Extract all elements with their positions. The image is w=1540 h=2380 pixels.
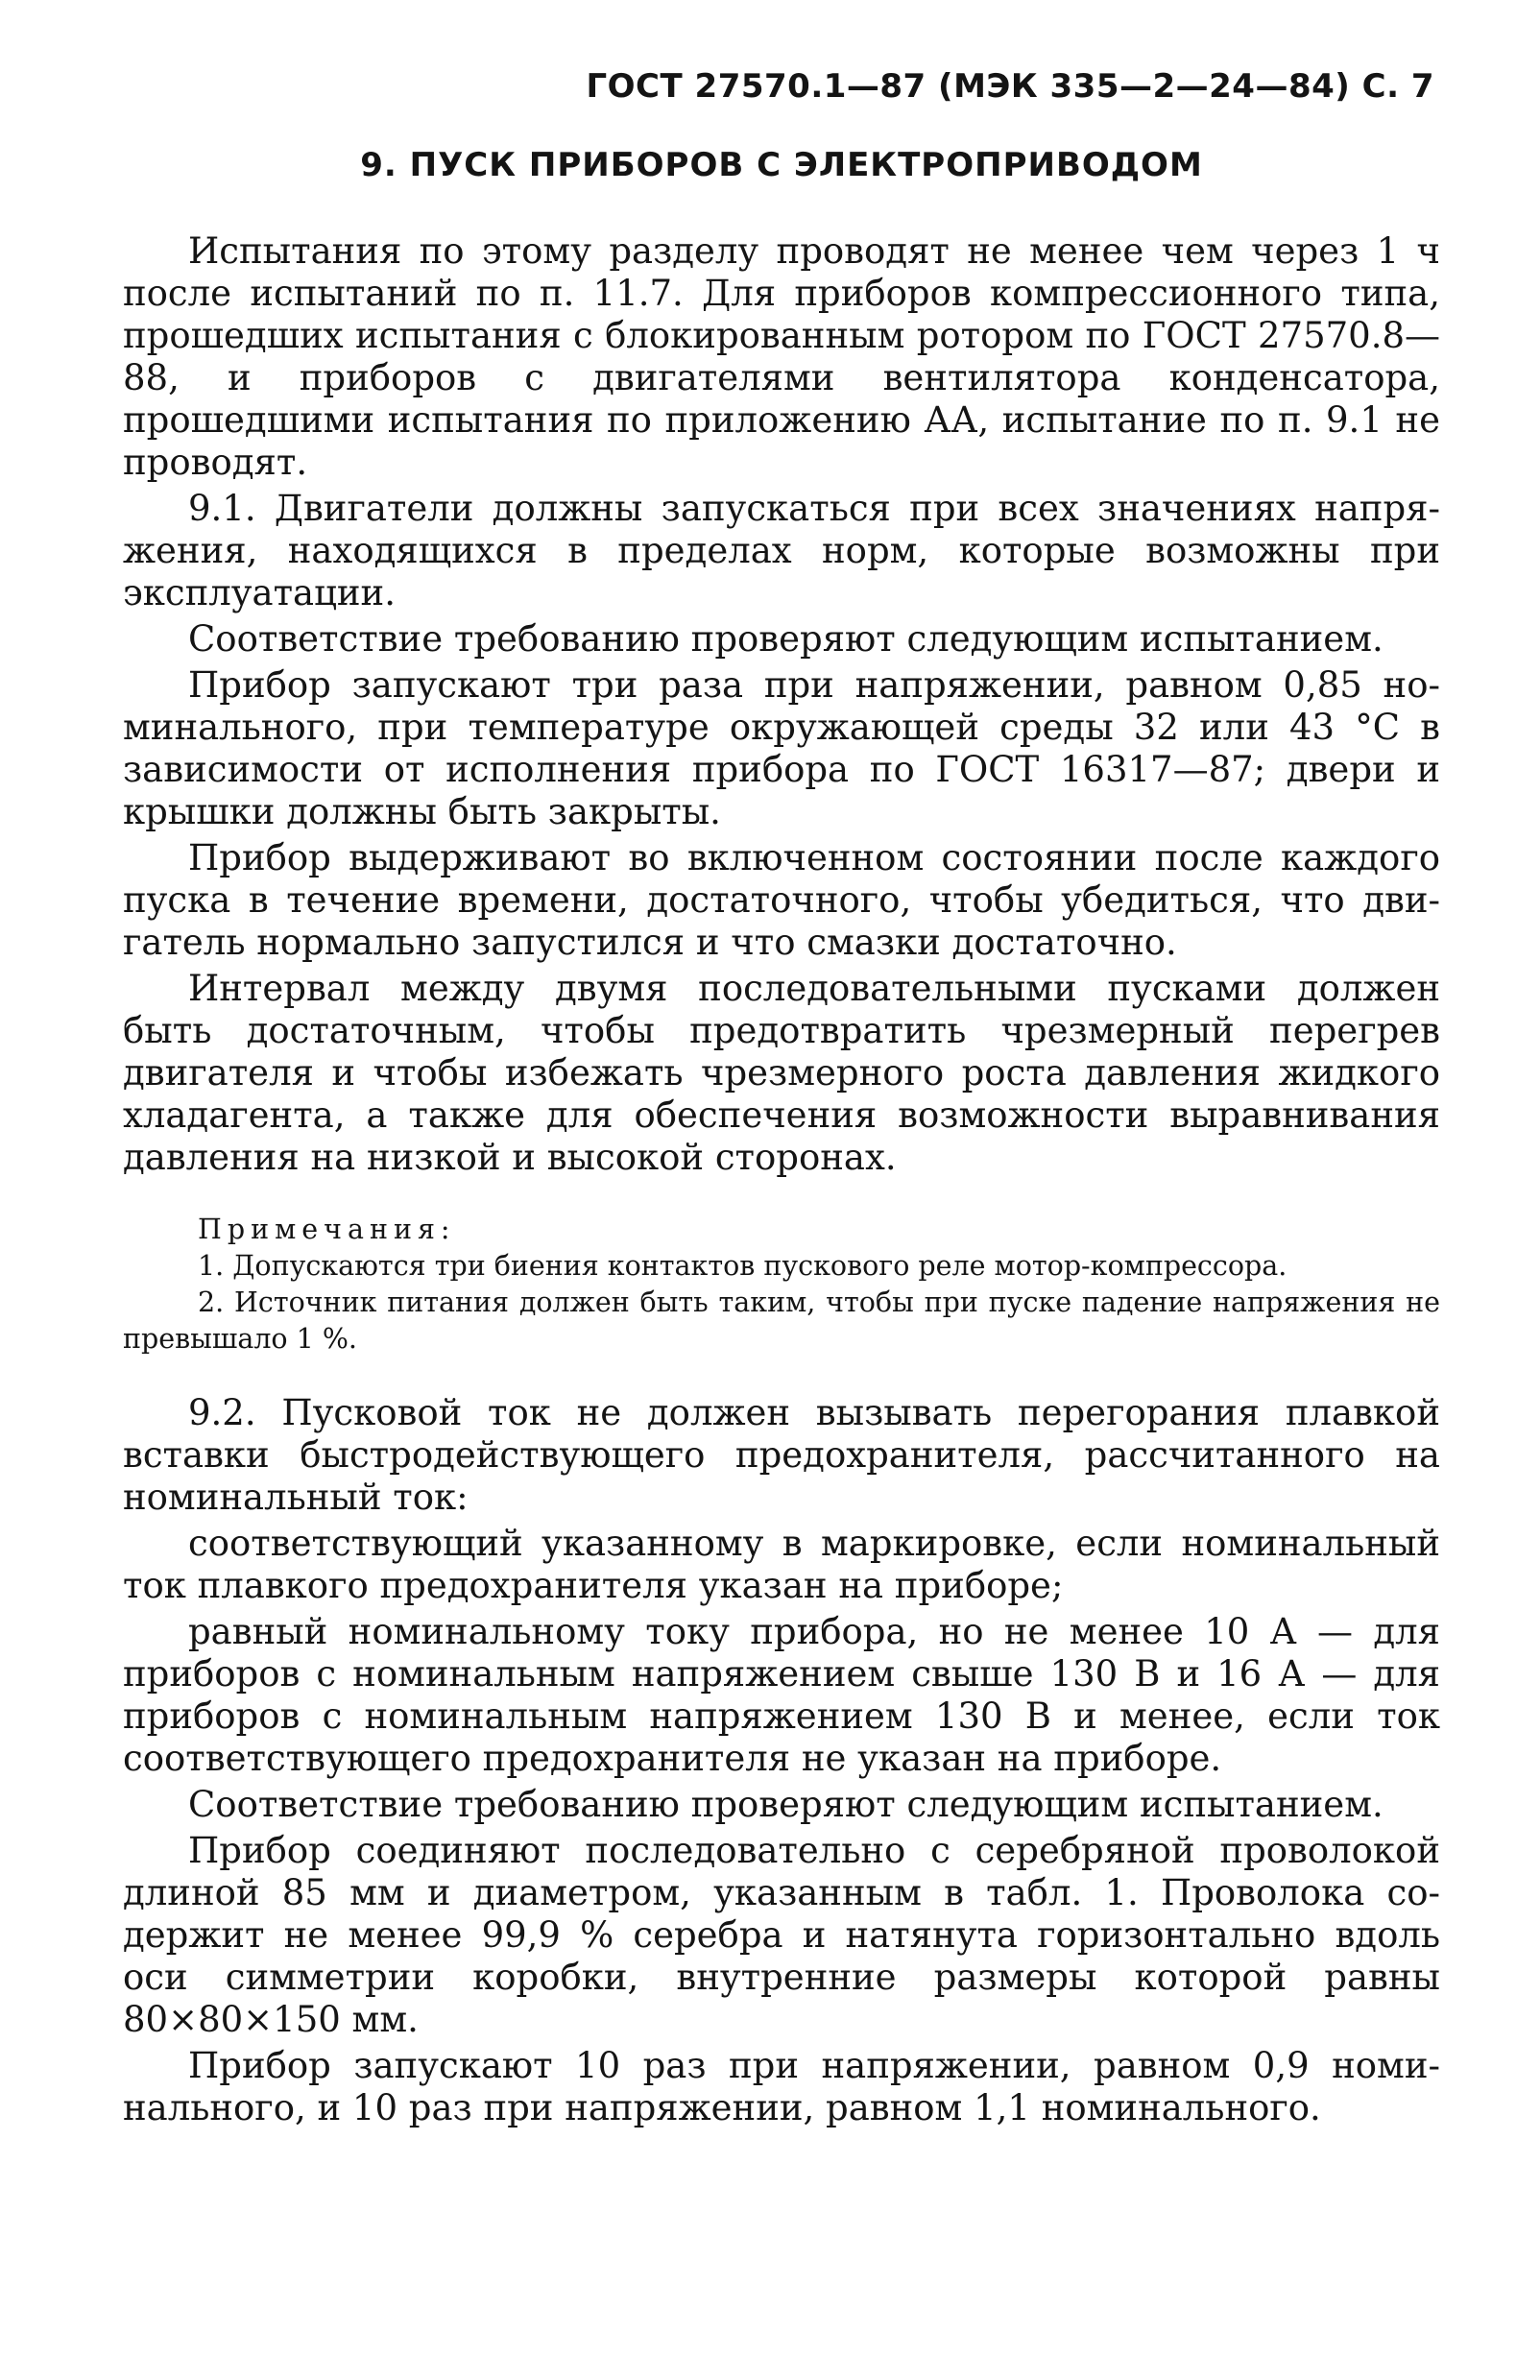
paragraph: 9.1. Двигатели должны запускаться при всех значениях напряжения, находящихся в пределах норм, которые возможны при эксплуатации. xyxy=(123,488,1440,613)
paragraph: Испытания по этому разделу проводят не менее чем через 1 ч после испытаний по п. 11.7. Для приборов компрессионного типа, прошедших испытания с блокированным ротором по ГОСТ 27570.8—88, и приборов с двигателями вентилятора конденсатора, прошедшими испытания по приложению АА, испытание по п. 9.1 не проводят. xyxy=(123,230,1440,483)
document-page xyxy=(123,67,1440,2133)
running-header: ГОСТ 27570.1—87 (МЭК 335—2—24—84) С. 7 xyxy=(586,67,1434,106)
paragraph: Соответствие требованию проверяют следующим испытанием. xyxy=(188,1784,1384,1825)
paragraph: Прибор запускают три раза при напряжении, равном 0,85 номинального, при температуре окружающей среды 32 или 43 °С в зависимости от исполнения прибора по ГОСТ 16317—87; двери и крышки должны быть закрыты. xyxy=(123,664,1440,832)
paragraph: Прибор соединяют последовательно с серебряной проволокой длиной 85 мм и диаметром, указанным в табл. 1. Проволока содержит не менее 99,9 % серебра и натянута горизонтально вдоль оси симметрии коробки, внутренние размеры которой равны 80×80×150 мм. xyxy=(123,1830,1440,2040)
note-item: 1. Допускаются три биения контактов пускового реле мотор-компрессора. xyxy=(198,1250,1287,1282)
paragraph: соответствующий указанному в маркировке, если номинальный ток плавкого предохранителя указан на приборе; xyxy=(123,1523,1440,1606)
notes-block xyxy=(123,1212,1440,1358)
section-title: 9. ПУСК ПРИБОРОВ С ЭЛЕКТРОПРИВОДОМ xyxy=(360,146,1203,184)
notes-title: Примечания: xyxy=(198,1214,456,1245)
paragraph: Прибор выдерживают во включенном состоянии после каждого пуска в течение времени, достаточного, чтобы убедиться, что двигатель нормально запустился и что смазки достаточно. xyxy=(123,837,1440,963)
paragraph: Соответствие требованию проверяют следующим испытанием. xyxy=(188,618,1384,660)
paragraph: 9.2. Пусковой ток не должен вызывать перегорания плавкой вставки быстродействующего предохранителя, рассчитанного на номинальный ток: xyxy=(123,1392,1440,1518)
paragraph: Интервал между двумя последовательными пусками должен быть достаточным, чтобы предотвратить чрезмерный перегрев двигателя и чтобы избежать чрезмерного роста давления жидкого хладагента, а также для обеспечения возможности выравнивания давления на низкой и высокой сторонах. xyxy=(123,968,1440,1178)
paragraph: Прибор запускают 10 раз при напряжении, равном 0,9 номинального, и 10 раз при напряжении, равном 1,1 номинального. xyxy=(123,2045,1440,2128)
paragraph: равный номинальному току прибора, но не менее 10 А — для приборов с номинальным напряжением свыше 130 В и 16 А — для приборов с номинальным напряжением 130 В и менее, если ток соответствующего предохранителя не указан на приборе. xyxy=(123,1611,1440,1779)
note-item: 2. Источник питания должен быть таким, чтобы при пуске падение напряжения не превышало 1 %. xyxy=(123,1286,1440,1355)
